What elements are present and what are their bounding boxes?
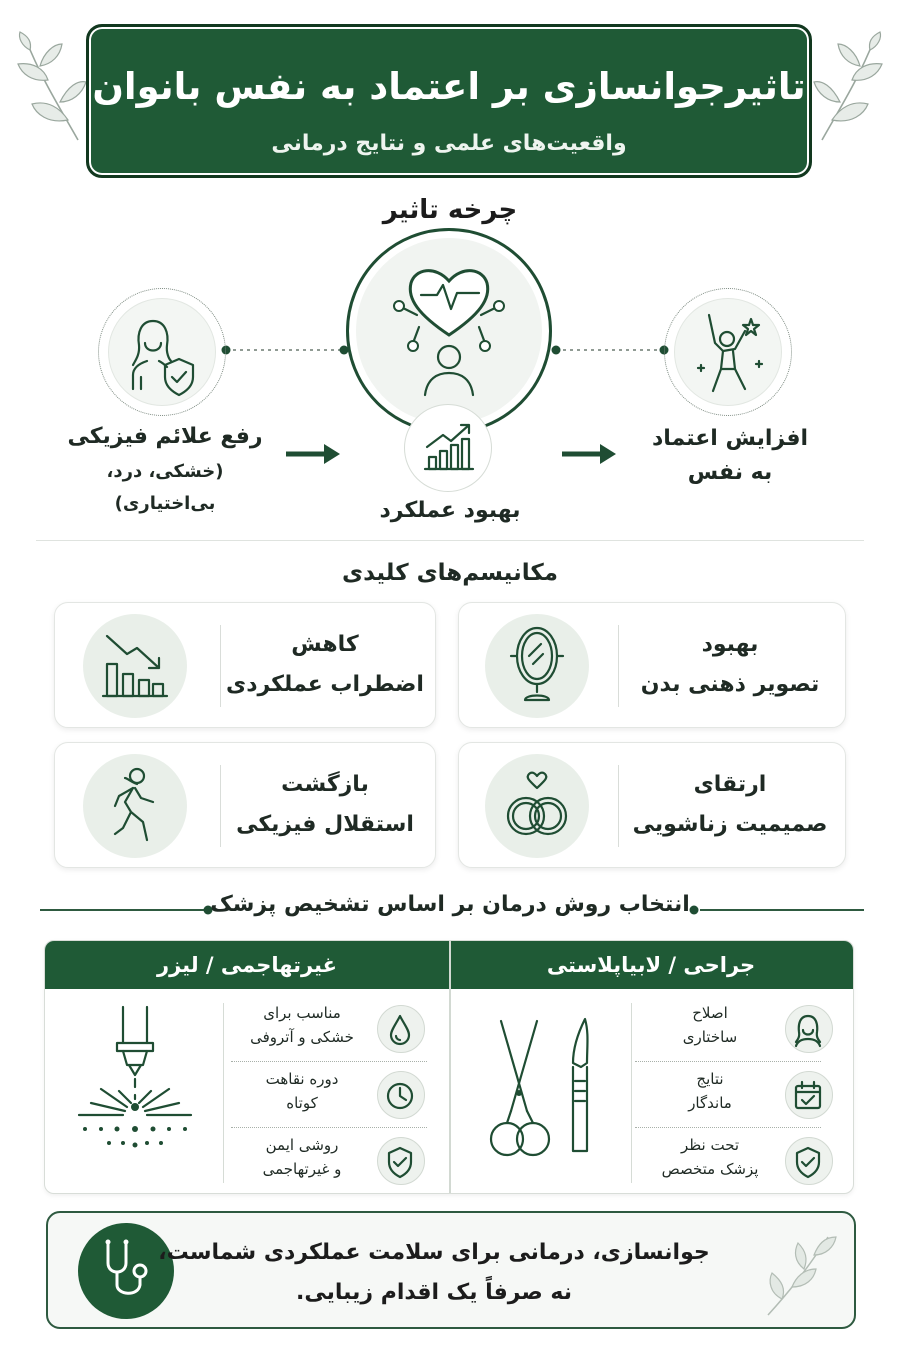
mechanism-line2: صمیمیت زناشویی — [632, 812, 828, 837]
cycle-right-label-2: به نفس — [687, 460, 773, 485]
shield-check-icon — [784, 1138, 832, 1186]
treatment-panel — [44, 940, 854, 1194]
droplet-badge — [377, 1005, 425, 1053]
feature-line1: مناسب برای — [263, 1004, 341, 1022]
feature-divider — [635, 1127, 821, 1128]
cycle-right-label-1: افزایش اعتماد — [651, 426, 809, 451]
card-separator — [618, 765, 620, 847]
mechanism-line1: ارتقای — [693, 772, 767, 797]
arrow-right-icon — [560, 440, 620, 468]
mechanism-line2: تصویر ذهنی بدن — [640, 672, 820, 697]
shield-badge — [377, 1137, 425, 1185]
confidence-node — [664, 288, 792, 416]
nonsurgical-feature — [235, 999, 425, 1059]
mechanism-line1: کاهش — [291, 632, 359, 657]
surgical-header: جراحی / لابیاپلاستی — [449, 941, 853, 989]
treatment-title: انتخاب روش درمان بر اساس تشخیص پزشک — [210, 892, 690, 917]
growth-chart-icon — [419, 419, 479, 479]
calendar-check-icon — [784, 1072, 832, 1120]
feature-line1: اصلاح — [692, 1004, 728, 1022]
mechanism-card-independence — [54, 742, 436, 868]
feature-line2: ماندگار — [688, 1094, 732, 1112]
leaf-sprig-icon — [748, 1223, 848, 1323]
scissors-scalpel-icon — [481, 1011, 607, 1171]
column-separator — [223, 1003, 224, 1183]
feature-divider — [231, 1061, 427, 1062]
nonsurgical-header: غیرتهاجمی / لیزر — [45, 941, 449, 989]
card-separator — [618, 625, 620, 707]
mechanism-icon-circle — [485, 754, 589, 858]
mechanism-card-body-image — [458, 602, 846, 728]
mechanism-line2: اضطراب عملکردی — [226, 672, 424, 697]
feature-line1: روشی ایمن — [265, 1136, 339, 1154]
cycle-title: چرخه تاثیر — [382, 195, 518, 225]
calendar-badge — [785, 1071, 833, 1119]
cycle-left-sub-1: (خشکی، درد، — [106, 461, 224, 482]
panel-divider — [449, 941, 451, 1194]
footer-banner — [46, 1211, 856, 1329]
footer-message — [134, 1233, 734, 1313]
growth-chart-badge — [404, 404, 492, 492]
walking-person-icon — [97, 764, 173, 848]
feature-line1: نتایج — [696, 1070, 724, 1088]
droplet-icon — [376, 1006, 424, 1054]
woman-shield-icon — [113, 303, 213, 403]
cycle-left-label: رفع علائم فیزیکی — [67, 424, 263, 449]
rings-icon — [495, 764, 579, 848]
leaf-branch-right-icon — [812, 28, 892, 148]
feature-line1: دوره نقاهت — [265, 1070, 339, 1088]
mechanism-icon-circle — [83, 754, 187, 858]
page-subtitle: واقعیت‌های علمی و نتایج درمانی — [271, 131, 627, 156]
celebrating-woman-icon — [679, 303, 779, 403]
feature-line2: کوتاه — [286, 1094, 318, 1112]
card-separator — [220, 765, 222, 847]
mechanisms-title: مکانیسم‌های کلیدی — [342, 560, 558, 586]
cycle-left-sub-2: بی‌اختیاری) — [114, 493, 216, 514]
footer-line-2: نه صرفاً یک اقدام زیبایی. — [296, 1280, 572, 1305]
arrow-right-icon — [284, 440, 344, 468]
feature-line2: خشکی و آتروفی — [250, 1028, 354, 1046]
nonsurgical-feature — [235, 1065, 425, 1125]
mechanism-line1: بهبود — [701, 632, 759, 657]
mechanism-icon-circle — [83, 614, 187, 718]
mechanism-card-anxiety — [54, 602, 436, 728]
mirror-icon — [497, 622, 577, 710]
feature-line2: و غیرتهاجمی — [262, 1160, 342, 1178]
woman-portrait-badge — [785, 1005, 833, 1053]
leaf-branch-left-icon — [8, 28, 88, 148]
declining-chart-icon — [97, 628, 173, 704]
column-separator — [631, 1003, 632, 1183]
footer-line-1: جوانسازی، درمانی برای سلامت عملکردی شماست، — [158, 1240, 710, 1265]
heart-person-network-icon — [349, 231, 549, 431]
nonsurgical-feature — [235, 1131, 425, 1191]
surgical-feature — [643, 1131, 833, 1191]
laser-device-icon — [65, 1003, 205, 1163]
woman-portrait-icon — [784, 1006, 832, 1054]
mechanism-icon-circle — [485, 614, 589, 718]
feature-line1: تحت نظر — [680, 1136, 740, 1154]
feature-divider — [635, 1061, 821, 1062]
surgical-feature — [643, 999, 833, 1059]
clock-icon — [376, 1072, 424, 1120]
cycle-center-label: بهبود عملکرد — [379, 498, 521, 523]
mechanism-line2: استقلال فیزیکی — [236, 812, 414, 837]
mechanism-card-intimacy — [458, 742, 846, 868]
feature-divider — [231, 1127, 427, 1128]
shield-check-icon — [376, 1138, 424, 1186]
page-title: تاثیرجوانسازی بر اعتماد به نفس بانوان — [92, 65, 806, 108]
surgical-feature — [643, 1065, 833, 1125]
feature-line2: پزشک متخصص — [661, 1160, 759, 1178]
shield-badge — [785, 1137, 833, 1185]
section-divider — [36, 540, 864, 541]
physical-symptoms-node — [98, 288, 226, 416]
card-separator — [220, 625, 222, 707]
feature-line2: ساختاری — [682, 1028, 738, 1046]
clock-badge — [377, 1071, 425, 1119]
header-banner — [86, 24, 812, 178]
mechanism-line1: بازگشت — [281, 772, 369, 797]
